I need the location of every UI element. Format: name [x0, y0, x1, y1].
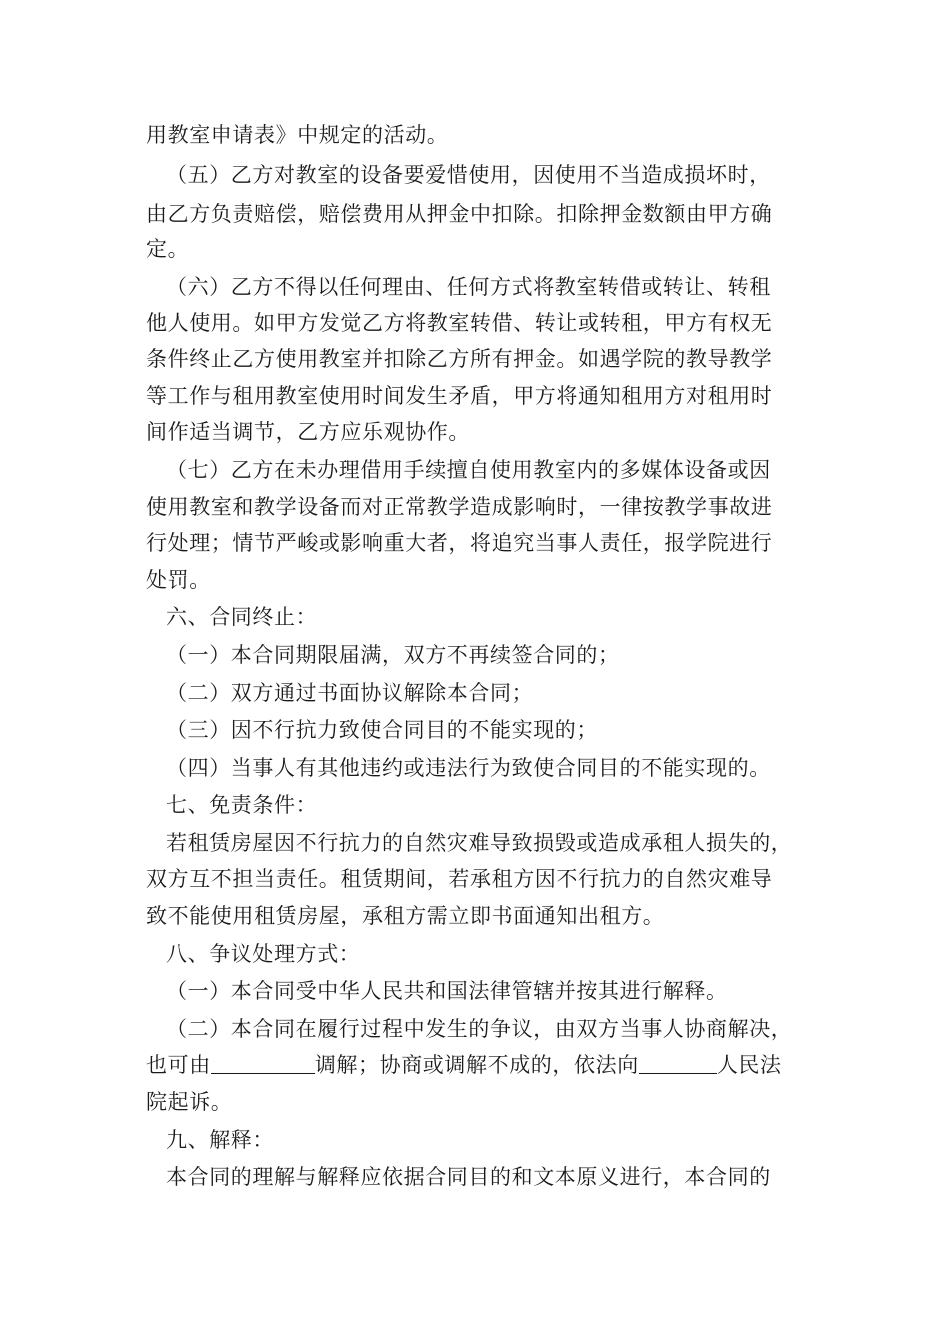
court-blank-field[interactable] [639, 1053, 717, 1074]
mediation-line [146, 1051, 782, 1079]
section-heading-termination: 六、合同终止： [166, 605, 318, 629]
mediation-text-3: 人民法 [716, 1053, 782, 1077]
list-item: （三）因不行抗力致使合同目的不能实现的； [166, 718, 598, 742]
list-item: （二）本合同在履行过程中发生的争议，由双方当事人协商解决， [166, 1017, 793, 1041]
clause-6-line: （六）乙方不得以任何理由、任何方式将教室转借或转让、转租 [166, 275, 771, 299]
paragraph-line: 他人使用。如甲方发觉乙方将教室转借、转让或转租，甲方有权无 [146, 311, 773, 335]
paragraph-line: 本合同的理解与解释应依据合同目的和文本原义进行，本合同的 [166, 1165, 771, 1189]
list-item: （四）当事人有其他违约或违法行为致使合同目的不能实现的。 [166, 756, 771, 780]
paragraph-line: 由乙方负责赔偿，赔偿费用从押金中扣除。扣除押金数额由甲方确 [146, 202, 773, 226]
paragraph-line: 若租赁房屋因不行抗力的自然灾难导致损毁或造成承租人损失的， [166, 831, 793, 855]
clause-5-line: （五）乙方对教室的设备要爱惜使用，因使用不当造成损坏时， [166, 163, 771, 187]
paragraph-line: 行处理；情节严峻或影响重大者，将追究当事人责任，报学院进行 [146, 531, 773, 555]
paragraph-line: 处罚。 [146, 568, 211, 592]
paragraph-line: 用教室申请表》中规定的活动。 [146, 123, 449, 147]
paragraph-line: 等工作与租用教室使用时间发生矛盾，甲方将通知租用方对租用时 [146, 384, 773, 408]
paragraph-line: 间作适当调节，乙方应乐观协作。 [146, 420, 470, 444]
paragraph-line: 条件终止乙方使用教室并扣除乙方所有押金。如遇学院的教导教学 [146, 347, 773, 371]
paragraph-line: 致不能使用租赁房屋，承租方需立即书面通知出租方。 [146, 904, 665, 928]
section-heading-exemption: 七、免责条件： [166, 793, 318, 817]
paragraph-line: 院起诉。 [146, 1090, 233, 1114]
section-heading-interpretation: 九、解释： [166, 1128, 274, 1152]
section-heading-dispute: 八、争议处理方式： [166, 942, 361, 966]
paragraph-line: 定。 [146, 237, 190, 261]
list-item: （一）本合同受中华人民共和国法律管辖并按其进行解释。 [166, 979, 728, 1003]
mediation-text-1: 也可由 [146, 1053, 211, 1077]
clause-7-line: （七）乙方在未办理借用手续擅自使用教室内的多媒体设备或因 [166, 458, 771, 482]
list-item: （一）本合同期限届满，双方不再续签合同的； [166, 643, 620, 667]
mediation-text-2: 调解；协商或调解不成的，依法向 [314, 1053, 639, 1077]
paragraph-line: 双方互不担当责任。租赁期间，若承租方因不行抗力的自然灾难导 [146, 867, 773, 891]
mediator-blank-field[interactable] [211, 1053, 315, 1074]
list-item: （二）双方通过书面协议解除本合同； [166, 681, 534, 705]
paragraph-line: 使用教室和教学设备而对正常教学造成影响时，一律按教学事故进 [146, 495, 773, 519]
